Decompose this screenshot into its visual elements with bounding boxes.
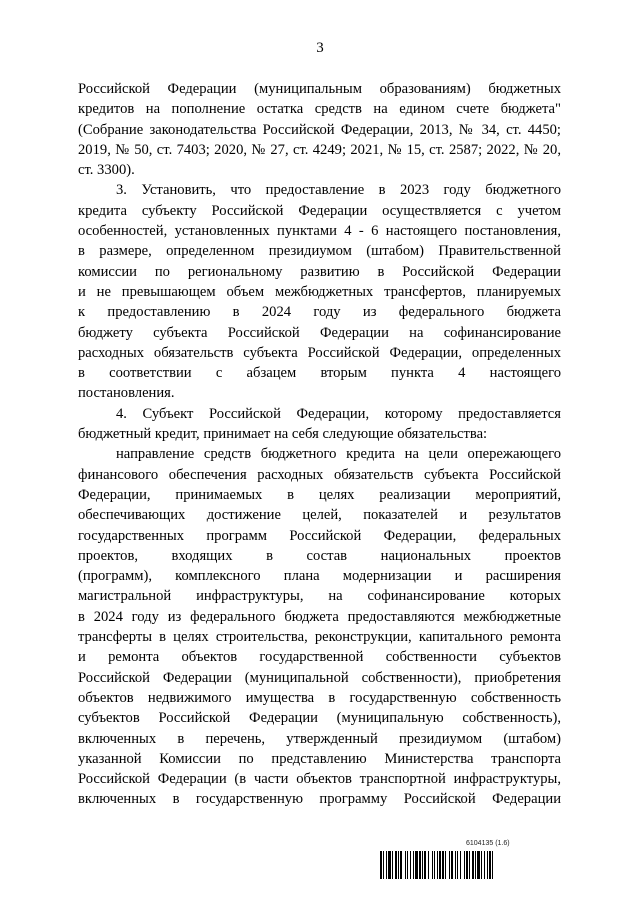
text-line: бюджету субъекта Российской Федерации на софинансирование [78, 324, 561, 341]
document-body [78, 79, 561, 810]
text-line: кредита субъекту Российской Федерации осуществляется с учетом [78, 202, 561, 219]
text-line: Российской Федерации (муниципальной собственности), приобретения [78, 669, 561, 686]
text-line: в 2024 году из федерального бюджета предоставляются межбюджетные [78, 608, 561, 625]
barcode-icon [380, 851, 561, 879]
text-line: и ремонта объектов государственной собственности субъектов [78, 649, 561, 666]
text-line: (Собрание законодательства Российской Федерации, 2013, № 34, ст. 4450; [78, 121, 561, 138]
document-code: 6104135 (1.6) [466, 840, 510, 847]
text-line: расходных обязательств субъекта Российской Федерации, определенных [78, 344, 561, 361]
text-line: постановления. [78, 385, 175, 402]
text-line: обеспечивающих достижение целей, показателей и результатов [78, 507, 561, 524]
text-line: Российской Федерации (муниципальным образованиям) бюджетных [78, 81, 561, 97]
text-line: в размере, определенном президиумом (штабом) Правительственной [78, 243, 561, 260]
text-line: трансферты в целях строительства, реконструкции, капитального ремонта [78, 629, 561, 646]
text-line: проектов, входящих в состав национальных проектов [78, 547, 561, 564]
text-line: государственных программ Российской Федерации, федеральных [78, 527, 561, 544]
page-number: 3 [316, 40, 324, 56]
text-line: объектов недвижимого имущества в государственную собственность [78, 689, 561, 706]
text-line: 2019, № 50, ст. 7403; 2020, № 27, ст. 4249; 2021, № 15, ст. 2587; 2022, № 20, [78, 141, 561, 158]
text-line: магистральной инфраструктуры, на софинансирование которых [78, 588, 561, 605]
text-line: в соответствии с абзацем вторым пункта 4 настоящего [78, 365, 561, 382]
text-line: и не превышающем объем межбюджетных трансфертов, планируемых [78, 283, 561, 300]
paragraph-start-line: 4. Субъект Российской Федерации, которому предоставляется [116, 405, 561, 422]
text-line: особенностей, установленных пунктами 4 - 6 настоящего постановления, [78, 223, 561, 240]
text-line: включенных в перечень, утвержденный президиумом (штабом) [78, 730, 561, 747]
paragraph-start-line: 3. Установить, что предоставление в 2023 году бюджетного [116, 182, 561, 199]
text-line: Федерации, принимаемых в целях реализации мероприятий, [78, 486, 561, 503]
text-line: финансового обеспечения расходных обязательств субъекта Российской [78, 466, 561, 483]
text-line: субъектов Российской Федерации (муниципальную собственность), [78, 710, 561, 727]
text-line: указанной Комиссии по представлению Министерства транспорта [78, 750, 561, 767]
text-line: бюджетный кредит, принимает на себя следующие обязательства: [78, 426, 488, 443]
text-line: комиссии по региональному развитию в Российской Федерации [78, 263, 561, 280]
text-line: Российской Федерации (в части объектов транспортной инфраструктуры, [78, 771, 561, 788]
text-line: включенных в государственную программу Российской Федерации [78, 791, 561, 808]
text-line: к предоставлению в 2024 году из федерального бюджета [78, 304, 561, 321]
text-line: ст. 3300). [78, 162, 135, 179]
text-line: кредитов на пополнение остатка средств на едином счете бюджета" [78, 101, 561, 118]
paragraph-start-line: направление средств бюджетного кредита на цели опережающего [116, 446, 561, 463]
text-line: (программ), комплексного плана модернизации и расширения [78, 568, 561, 585]
